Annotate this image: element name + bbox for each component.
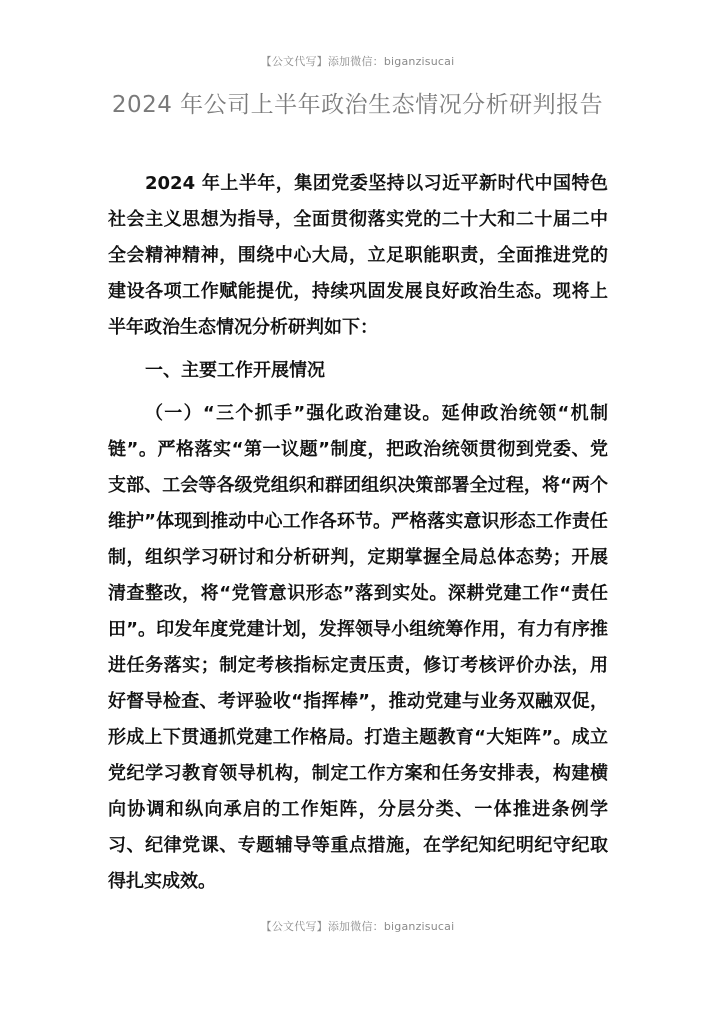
section-heading: 一、主要工作开展情况 xyxy=(145,360,325,381)
document-body xyxy=(108,166,608,900)
document-title: 2024 年公司上半年政治生态情况分析研判报告 xyxy=(111,92,604,118)
header-watermark-note: 【公文代写】添加微信：biganzisucai xyxy=(260,55,455,68)
intro-paragraph: 2024 年上半年，集团党委坚持以习近平新时代中国特色社会主义思想为指导，全面贯彻落实党的二十大和二十届二中全会精神精神，围绕中心大局，立足职能职责，全面推进党的建设各项工作赋能提优，持续巩固发展良好政治生态。现将上半年政治生态情况分析研判如下： xyxy=(108,173,608,338)
footer-watermark-note: 【公文代写】添加微信：biganzisucai xyxy=(260,920,455,933)
section-paragraph: （一）“三个抓手”强化政治建设。延伸政治统领“机制链”。严格落实“第一议题”制度，把政治统领贯彻到党委、党支部、工会等各级党组织和群团组织决策部署全过程，将“两个维护”体现到推动中心工作各环节。严格落实意识形态工作责任制，组织学习研讨和分析研判，定期掌握全局总体态势；开展清查整改，将“党管意识形态”落到实处。深耕党建工作“责任田”。印发年度党建计划，发挥领导小组统筹作用，有力有序推进任务落实；制定考核指标定责压责，修订考核评价办法，用好督导检查、考评验收“指挥棒”，推动党建与业务双融双促，形成上下贯通抓党建工作格局。打造主题教育“大矩阵”。成立党纪学习教育领导机构，制定工作方案和任务安排表，构建横向协调和纵向承启的工作矩阵，分层分类、一体推进条例学习、纪律党课、专题辅导等重点措施，在学纪知纪明纪守纪取得扎实成效。 xyxy=(108,403,608,892)
